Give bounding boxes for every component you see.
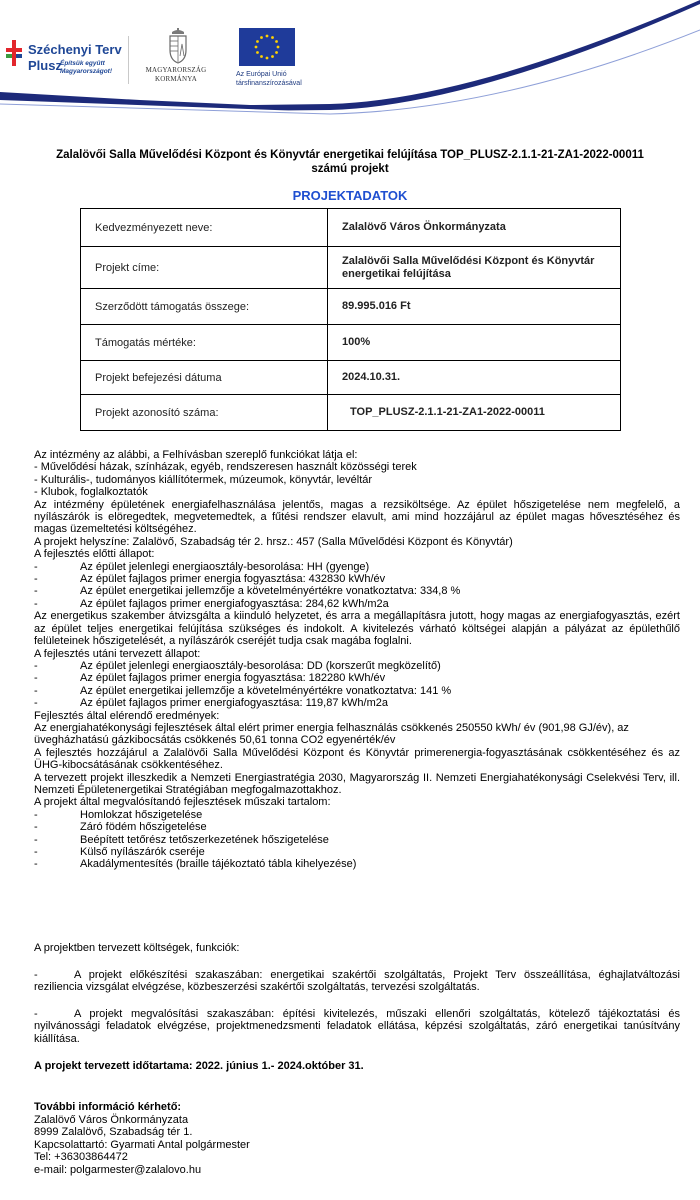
- before-state-item: - Az épület jelenlegi energiaosztály-besorolása: HH (gyenge): [34, 561, 680, 573]
- logo-divider: [128, 36, 129, 84]
- eu-text: [236, 70, 316, 88]
- before-state-item: - Az épület fajlagos primer energia fogyasztása: 432830 kWh/év: [34, 573, 680, 585]
- contact-email[interactable]: e-mail: polgarmester@zalalovo.hu: [34, 1163, 202, 1176]
- before-state-item: - Az épület energetikai jellemzője a követelményértékre vonatkoztatva: 334,8 %: [34, 585, 680, 597]
- after-state-text: Az épület fajlagos primer energia fogyasztása: 182280 kWh/év: [80, 672, 386, 685]
- technical-item-text: Akadálymentesítés (braille tájékoztató tábla kihelyezése): [80, 858, 357, 871]
- function-item: - Klubok, foglalkoztatók: [34, 486, 148, 499]
- project-title: [20, 148, 680, 176]
- function-item: - Kulturális-, tudományos kiállítótermek, múzeumok, könyvtár, levéltár: [34, 473, 373, 486]
- szechenyi-title: Széchenyi Terv: [28, 42, 122, 57]
- eu-star-icon: [271, 55, 274, 58]
- strategy-paragraph: A tervezett projekt illeszkedik a Nemzeti Energiastratégia 2030, Magyarország II. Nemzeti Energiahatékonysági Cselekvési Terv, ill. Nemzeti Épületenergetikai Stratégiában megfogalmazottakhoz.: [34, 771, 680, 796]
- project-data-table: [80, 208, 621, 431]
- page-header: [0, 0, 700, 118]
- table-value: TOP_PLUSZ-2.1.1-21-ZA1-2022-00011: [328, 395, 621, 431]
- before-state-item: - Az épület fajlagos primer energiafogyasztása: 284,62 kWh/m2a: [34, 598, 680, 610]
- eu-star-icon: [266, 57, 269, 60]
- technical-item-text: Záró födém hőszigetelése: [80, 821, 207, 834]
- project-costs: [34, 942, 680, 1046]
- after-state-title: A fejlesztés utáni tervezett állapot:: [34, 647, 201, 660]
- project-description: [34, 449, 680, 871]
- szechenyi-terv-logo: [6, 40, 126, 90]
- technical-item-text: Külső nyílászárók cseréje: [80, 846, 205, 858]
- after-state-item: - Az épület fajlagos primer energiafogyasztása: 119,87 kWh/m2a: [34, 697, 680, 709]
- technical-item: - Záró födém hőszigetelése: [34, 821, 680, 833]
- government-line-2: KORMÁNYA: [154, 75, 198, 83]
- technical-item: - Beépített tetőrész tetőszerkezetének hőszigetelése: [34, 834, 680, 846]
- table-label: Projekt azonosító száma:: [81, 395, 328, 431]
- szechenyi-tagline: [60, 60, 112, 76]
- functions-intro: Az intézmény az alábbi, a Felhívásban szereplő funkciókat látja el:: [34, 449, 358, 461]
- costs-implementation: - A projekt megvalósítási szakaszában: építési kivitelezés, műszaki ellenőri szolgáltatás, kötelező tájékoztatási és nyilvánossági feladatok elvégzése, projektmenedzsmenti feladatok ellátása, képzési szolgáltatás, záró energetikai tanúsítvány kiállítása.: [34, 1007, 680, 1045]
- government-line-1: MAGYARORSZÁG: [145, 66, 207, 74]
- eu-star-icon: [260, 55, 263, 58]
- technical-item-text: Homlokzat hőszigetelése: [80, 808, 203, 821]
- function-item: - Művelődési házak, színházak, egyéb, rendszeresen használt közösségi terek: [34, 461, 417, 474]
- table-label: Szerződött támogatás összege:: [81, 289, 328, 325]
- before-state-title: A fejlesztés előtti állapot:: [34, 548, 155, 561]
- table-row: [81, 361, 621, 395]
- hungarian-government-logo: [140, 28, 212, 88]
- eu-star-icon: [256, 51, 259, 54]
- eu-star-icon: [256, 40, 259, 43]
- table-row: [81, 289, 621, 325]
- table-label: Támogatás mértéke:: [81, 325, 328, 361]
- costs-implementation-text: A projekt megvalósítási szakaszában: építési kivitelezés, műszaki ellenőri szolgáltatás, kötelező tájékoztatási és nyilvánossági feladatok elvégzése, projektmenedzsmenti feladatok ellátása, képzési szolgáltatás, záró energetikai tanúsítvány kiállítása.: [34, 1007, 680, 1045]
- after-state-item: - Az épület jelenlegi energiaosztály-besorolása: DD (korszerűt megközelítő): [34, 660, 680, 672]
- eu-flag-icon: [239, 28, 295, 66]
- eu-star-icon: [277, 46, 280, 49]
- location-paragraph: A projekt helyszíne: Zalalövő, Szabadság tér 2. hrsz.: 457 (Salla Művelődési Központ és Könyvtár): [34, 535, 513, 548]
- tagline-line-2: Magyarországot!: [60, 68, 113, 75]
- project-title-line-2: számú projekt: [311, 163, 389, 175]
- hungarian-crest-icon: [168, 28, 188, 64]
- eu-star-icon: [255, 46, 258, 49]
- results-title: Fejlesztés által elérendő eredmények:: [34, 709, 220, 722]
- after-state-item: - Az épület fajlagos primer energia fogyasztása: 182280 kWh/év: [34, 672, 680, 684]
- contact-organization: Zalalövő Város Önkormányzata: [34, 1113, 189, 1126]
- table-value: 89.995.016 Ft: [328, 289, 621, 325]
- table-row: [81, 209, 621, 247]
- eu-star-icon: [275, 40, 278, 43]
- table-value: Zalalövői Salla Művelődési Központ és Könyvtár energetikai felújítása: [328, 247, 621, 289]
- technical-item: - Akadálymentesítés (braille tájékoztató tábla kihelyezése): [34, 858, 680, 870]
- eu-star-icon: [260, 36, 263, 39]
- table-row: [81, 325, 621, 361]
- government-text: [140, 66, 212, 84]
- table-value: 100%: [328, 325, 621, 361]
- szechenyi-cross-icon: [6, 40, 22, 66]
- table-row: [81, 395, 621, 431]
- after-state-text: Az épület fajlagos primer energiafogyasztása: 119,87 kWh/m2a: [80, 697, 388, 710]
- before-state-text: Az épület energetikai jellemzője a követelményértékre vonatkoztatva: 334,8 %: [80, 585, 461, 598]
- eu-logo: [236, 28, 316, 88]
- table-label: Projekt címe:: [81, 247, 328, 289]
- eu-star-icon: [275, 51, 278, 54]
- expert-paragraph: Az energetikus szakember átvizsgálta a kiinduló helyzetet, és arra a megállapításra jutott, hogy magas az energiafogyasztás, ezért az épület teljes energetikai felújítása szükséges és indokolt. A kivitelezés várható költségei alapján a pályázat az épülethűlő felületeinek hőszigetelését, a nyílászárók cseréjét tudja csak magába foglalni.: [34, 610, 680, 648]
- technical-item: - Homlokzat hőszigetelése: [34, 809, 680, 821]
- contact-heading: További információ kérhető:: [34, 1101, 182, 1113]
- contact-person: Kapcsolattartó: Gyarmati Antal polgármester: [34, 1138, 250, 1151]
- technical-item: - Külső nyílászárók cseréje: [34, 846, 680, 858]
- technical-item-text: Beépített tetőrész tetőszerkezetének hőszigetelése: [80, 833, 329, 846]
- project-title-line-1: Zalalövői Salla Művelődési Központ és Könyvtár energetikai felújítása TOP_PLUSZ-2.1.1-21-ZA1-2022-00011: [56, 149, 644, 161]
- contact-address: 8999 Zalalövő, Szabadság tér 1.: [34, 1126, 193, 1139]
- after-state-text: Az épület energetikai jellemzője a követelményértékre vonatkoztatva: 141 %: [80, 684, 452, 697]
- contact-phone: Tel: +36303864472: [34, 1151, 128, 1164]
- project-duration: A projekt tervezett időtartama: 2022. június 1.- 2024.október 31.: [34, 1060, 364, 1072]
- energy-use-paragraph: Az intézmény épületének energiafelhasználása jelentős, magas a rezsiköltsége. Az épület hőszigetelése nem megfelelő, a nyílászárók is elöregedtek, megvetemedtek, a fűtési rendszer elavult, ami mind hozzájárul az épület magas hővesztéséhez és magas üzemeltetési költségéhez.: [34, 498, 680, 536]
- before-state-text: Az épület fajlagos primer energiafogyasztása: 284,62 kWh/m2a: [80, 597, 389, 610]
- section-title: PROJEKTADATOK: [292, 188, 408, 203]
- costs-preparation-text: A projekt előkészítési szakaszában: energetikai szakértői szolgáltatás, Projekt Terv összeállítása, éghajlatváltozási reziliencia vizsgálat elvégzése, közbeszerzési szakértői szolgáltatás, tervezési szolgáltatás.: [34, 968, 680, 994]
- results-paragraph-1: Az energiahatékonysági fejlesztések által elért primer energia felhasználás csökkenés 250550 kWh/ év (901,98 GJ/év), az üvegházhatású gázkibocsátás csökkenés 50,61 tonna CO2 egyenérték/év: [34, 721, 629, 747]
- before-state-text: Az épület fajlagos primer energia fogyasztása: 432830 kWh/év: [80, 573, 386, 586]
- tagline-line-1: Építsük együtt: [60, 60, 105, 67]
- costs-preparation: - A projekt előkészítési szakaszában: energetikai szakértői szolgáltatás, Projekt Terv összeállítása, éghajlatváltozási reziliencia vizsgálat elvégzése, közbeszerzési szakértői szolgáltatás, tervezési szolgáltatás.: [34, 968, 680, 994]
- before-state-text: Az épület jelenlegi energiaosztály-besorolása: HH (gyenge): [80, 560, 370, 573]
- eu-line-2: társfinanszírozásával: [236, 80, 302, 87]
- eu-star-icon: [266, 35, 269, 38]
- table-value: Zalalövő Város Önkormányzata: [328, 209, 621, 247]
- eu-star-icon: [271, 36, 274, 39]
- table-value: 2024.10.31.: [328, 361, 621, 395]
- results-paragraph-2: A fejlesztés hozzájárul a Zalalövői Salla Művelődési Központ és Könyvtár primerenergia-fogyasztásának csökkentéséhez és az ÜHG-kibocsátásának csökkentéséhez.: [34, 746, 680, 772]
- after-state-text: Az épület jelenlegi energiaosztály-besorolása: DD (korszerűt megközelítő): [80, 659, 441, 672]
- table-label: Kedvezményezett neve:: [81, 209, 328, 247]
- szechenyi-plus: Plusz: [28, 58, 62, 73]
- technical-content-title: A projekt által megvalósítandó fejlesztések műszaki tartalom:: [34, 796, 331, 809]
- table-label: Projekt befejezési dátuma: [81, 361, 328, 395]
- after-state-item: - Az épület energetikai jellemzője a követelményértékre vonatkoztatva: 141 %: [34, 685, 680, 697]
- eu-line-1: Az Európai Unió: [236, 71, 287, 78]
- contact-info: [34, 1101, 680, 1177]
- costs-intro: A projektben tervezett költségek, funkciók:: [34, 942, 240, 954]
- table-row: [81, 247, 621, 289]
